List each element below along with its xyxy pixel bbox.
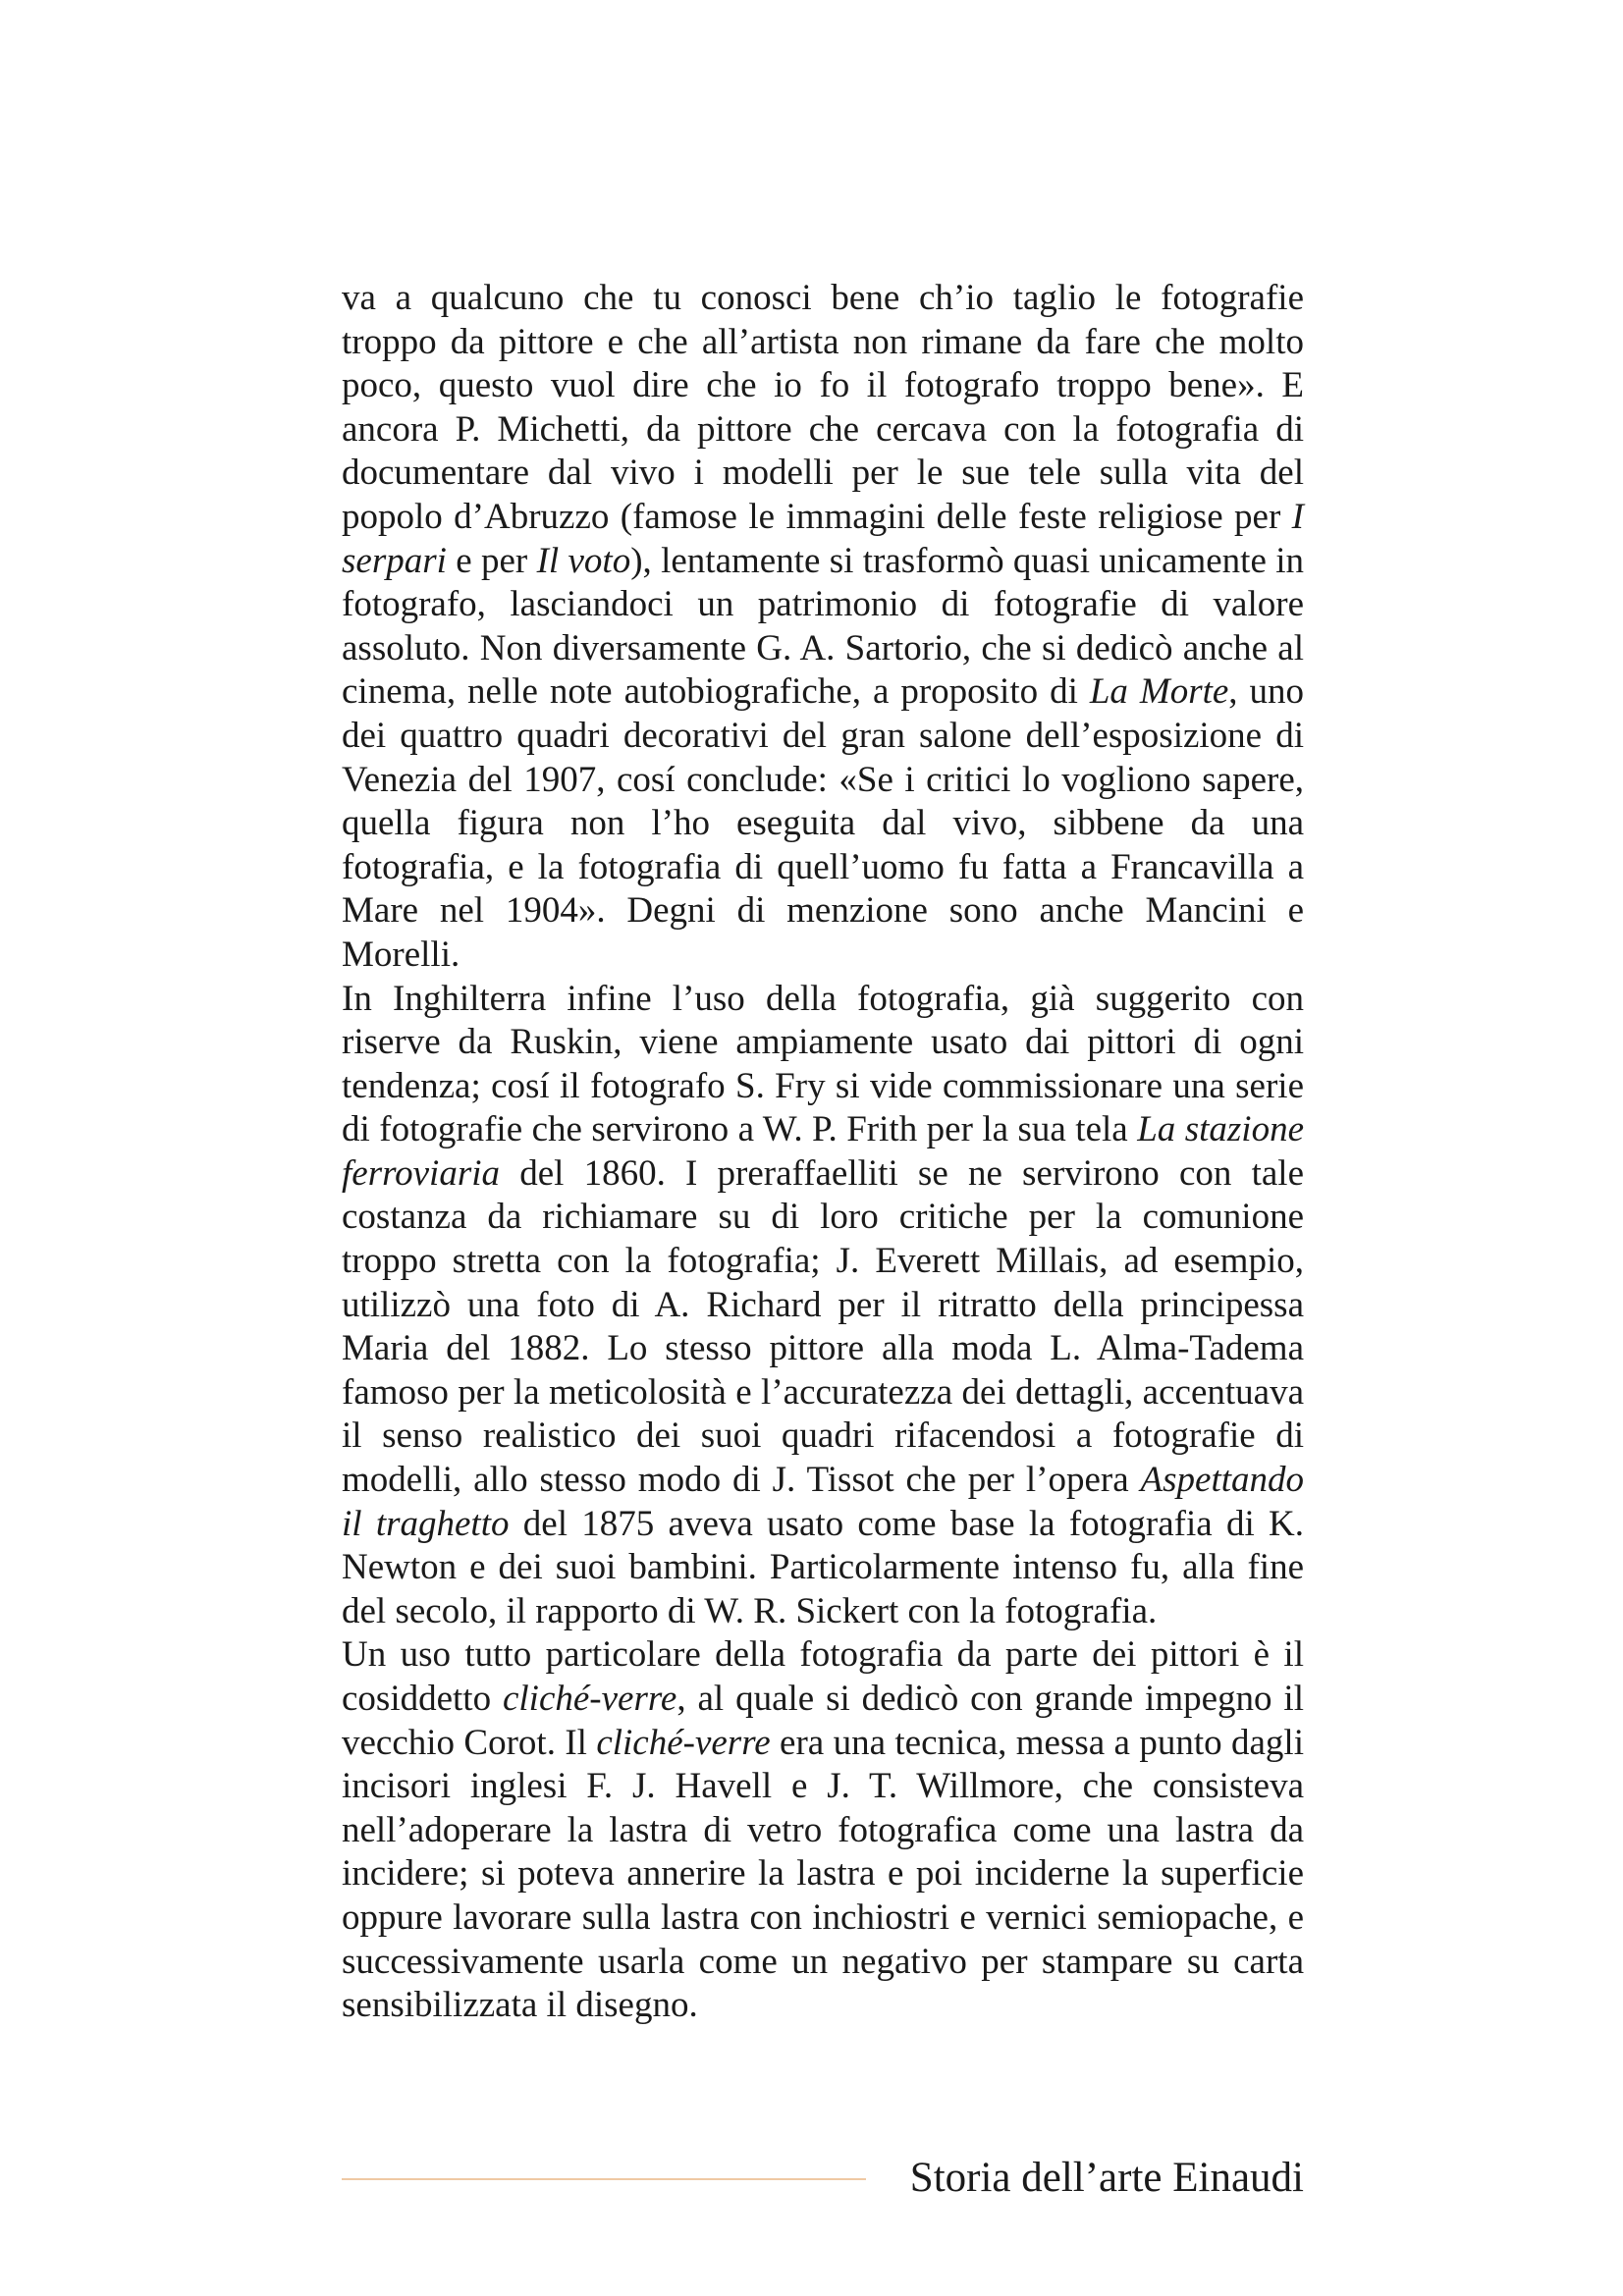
paragraph <box>342 277 1304 978</box>
text-run: In Inghilterra infine l’uso della fotografia, già suggerito con riserve da Ruskin, viene ampiamente usato dai pittori di ogni tendenza; cosí il fotografo S. Fry si vide commissionare una serie di fotografie che servirono a W. P. Frith per la sua tela <box>342 978 1304 1150</box>
text-run: era una tecnica, messa a punto dagli incisori inglesi F. J. Havell e J. T. Willmore, che consisteva nell’adoperare la lastra di vetro fotografica come una lastra da incidere; si poteva annerire la lastra e poi inciderne la superficie oppure lavorare sulla lastra con inchiostri e vernici semiopache, e successivamente usarla come un negativo per stampare su carta sensibilizzata il disegno. <box>342 1722 1304 2026</box>
body-text <box>342 277 1304 2028</box>
paragraph <box>342 978 1304 1634</box>
text-run: del 1860. I preraffaelliti se ne servirono con tale costanza da richiamare su di loro critiche per la comunione troppo stretta con la fotografia; J. Everett Millais, ad esempio, utilizzò una foto di A. Richard per il ritratto della principessa Maria del 1882. Lo stesso pittore alla moda L. Alma-Tadema famoso per la meticolosità e l’accuratezza dei dettagli, accentuava il senso realistico dei suoi quadri rifacendosi a fotografie di modelli, allo stesso modo di J. Tissot che per l’opera <box>342 1152 1304 1501</box>
text-run: del 1875 aveva usato come base la fotografia di K. Newton e dei suoi bambini. Particolarmente intenso fu, alla fine del secolo, il rapporto di W. R. Sickert con la fotografia. <box>342 1503 1304 1631</box>
italic-title: cliché-verre <box>502 1679 677 1719</box>
italic-title: La stazione ferroviaria <box>342 1109 1305 1194</box>
text-run: , uno dei quattro quadri decorativi del gran salone dell’esposizione di Venezia del 1907, cosí conclude: «Se i critici lo vogliono sapere, quella figura non l’ho eseguita dal vivo, sibbene da una fotografia, e la fotografia di quell’uomo fu fatta a Francavilla a Mare nel 1904». Degni di menzione sono anche Mancini e Morelli. <box>342 671 1305 975</box>
paragraph <box>342 1633 1304 2027</box>
text-run: ), lentamente si trasformò quasi unicamente in fotografo, lasciandoci un patrimonio di fotografie di valore assoluto. Non diversamente G. A. Sartorio, che si dedicò anche al cinema, nelle note autobiografiche, a proposito di <box>342 540 1304 713</box>
text-run: va a qualcuno che tu conosci bene ch’io taglio le fotografie troppo da pittore e che all’artista non rimane da fare che molto poco, questo vuol dire che io fo il fotografo troppo bene». E ancora P. Michetti, da pittore che cercava con la fotografia di documentare dal vivo i modelli per le sue tele sulla vita del popolo d’Abruzzo (famose le immagini delle feste religiose per <box>342 278 1304 537</box>
italic-title: cliché-verre <box>596 1722 771 1763</box>
text-run: , al quale si dedicò con grande impegno il vecchio Corot. Il <box>342 1679 1304 1763</box>
text-run: Un uso tutto particolare della fotografia da parte dei pittori è il cosiddetto <box>342 1634 1304 1719</box>
italic-title: Il voto <box>536 540 631 581</box>
footer-title: Storia dell’arte Einaudi <box>909 2155 1304 2201</box>
italic-title: Aspettando il traghetto <box>342 1460 1304 1544</box>
italic-title: La Morte <box>1089 671 1229 713</box>
text-run: e per <box>446 540 537 581</box>
italic-title: I serpari <box>342 496 1304 581</box>
footer-rule <box>342 2178 866 2180</box>
